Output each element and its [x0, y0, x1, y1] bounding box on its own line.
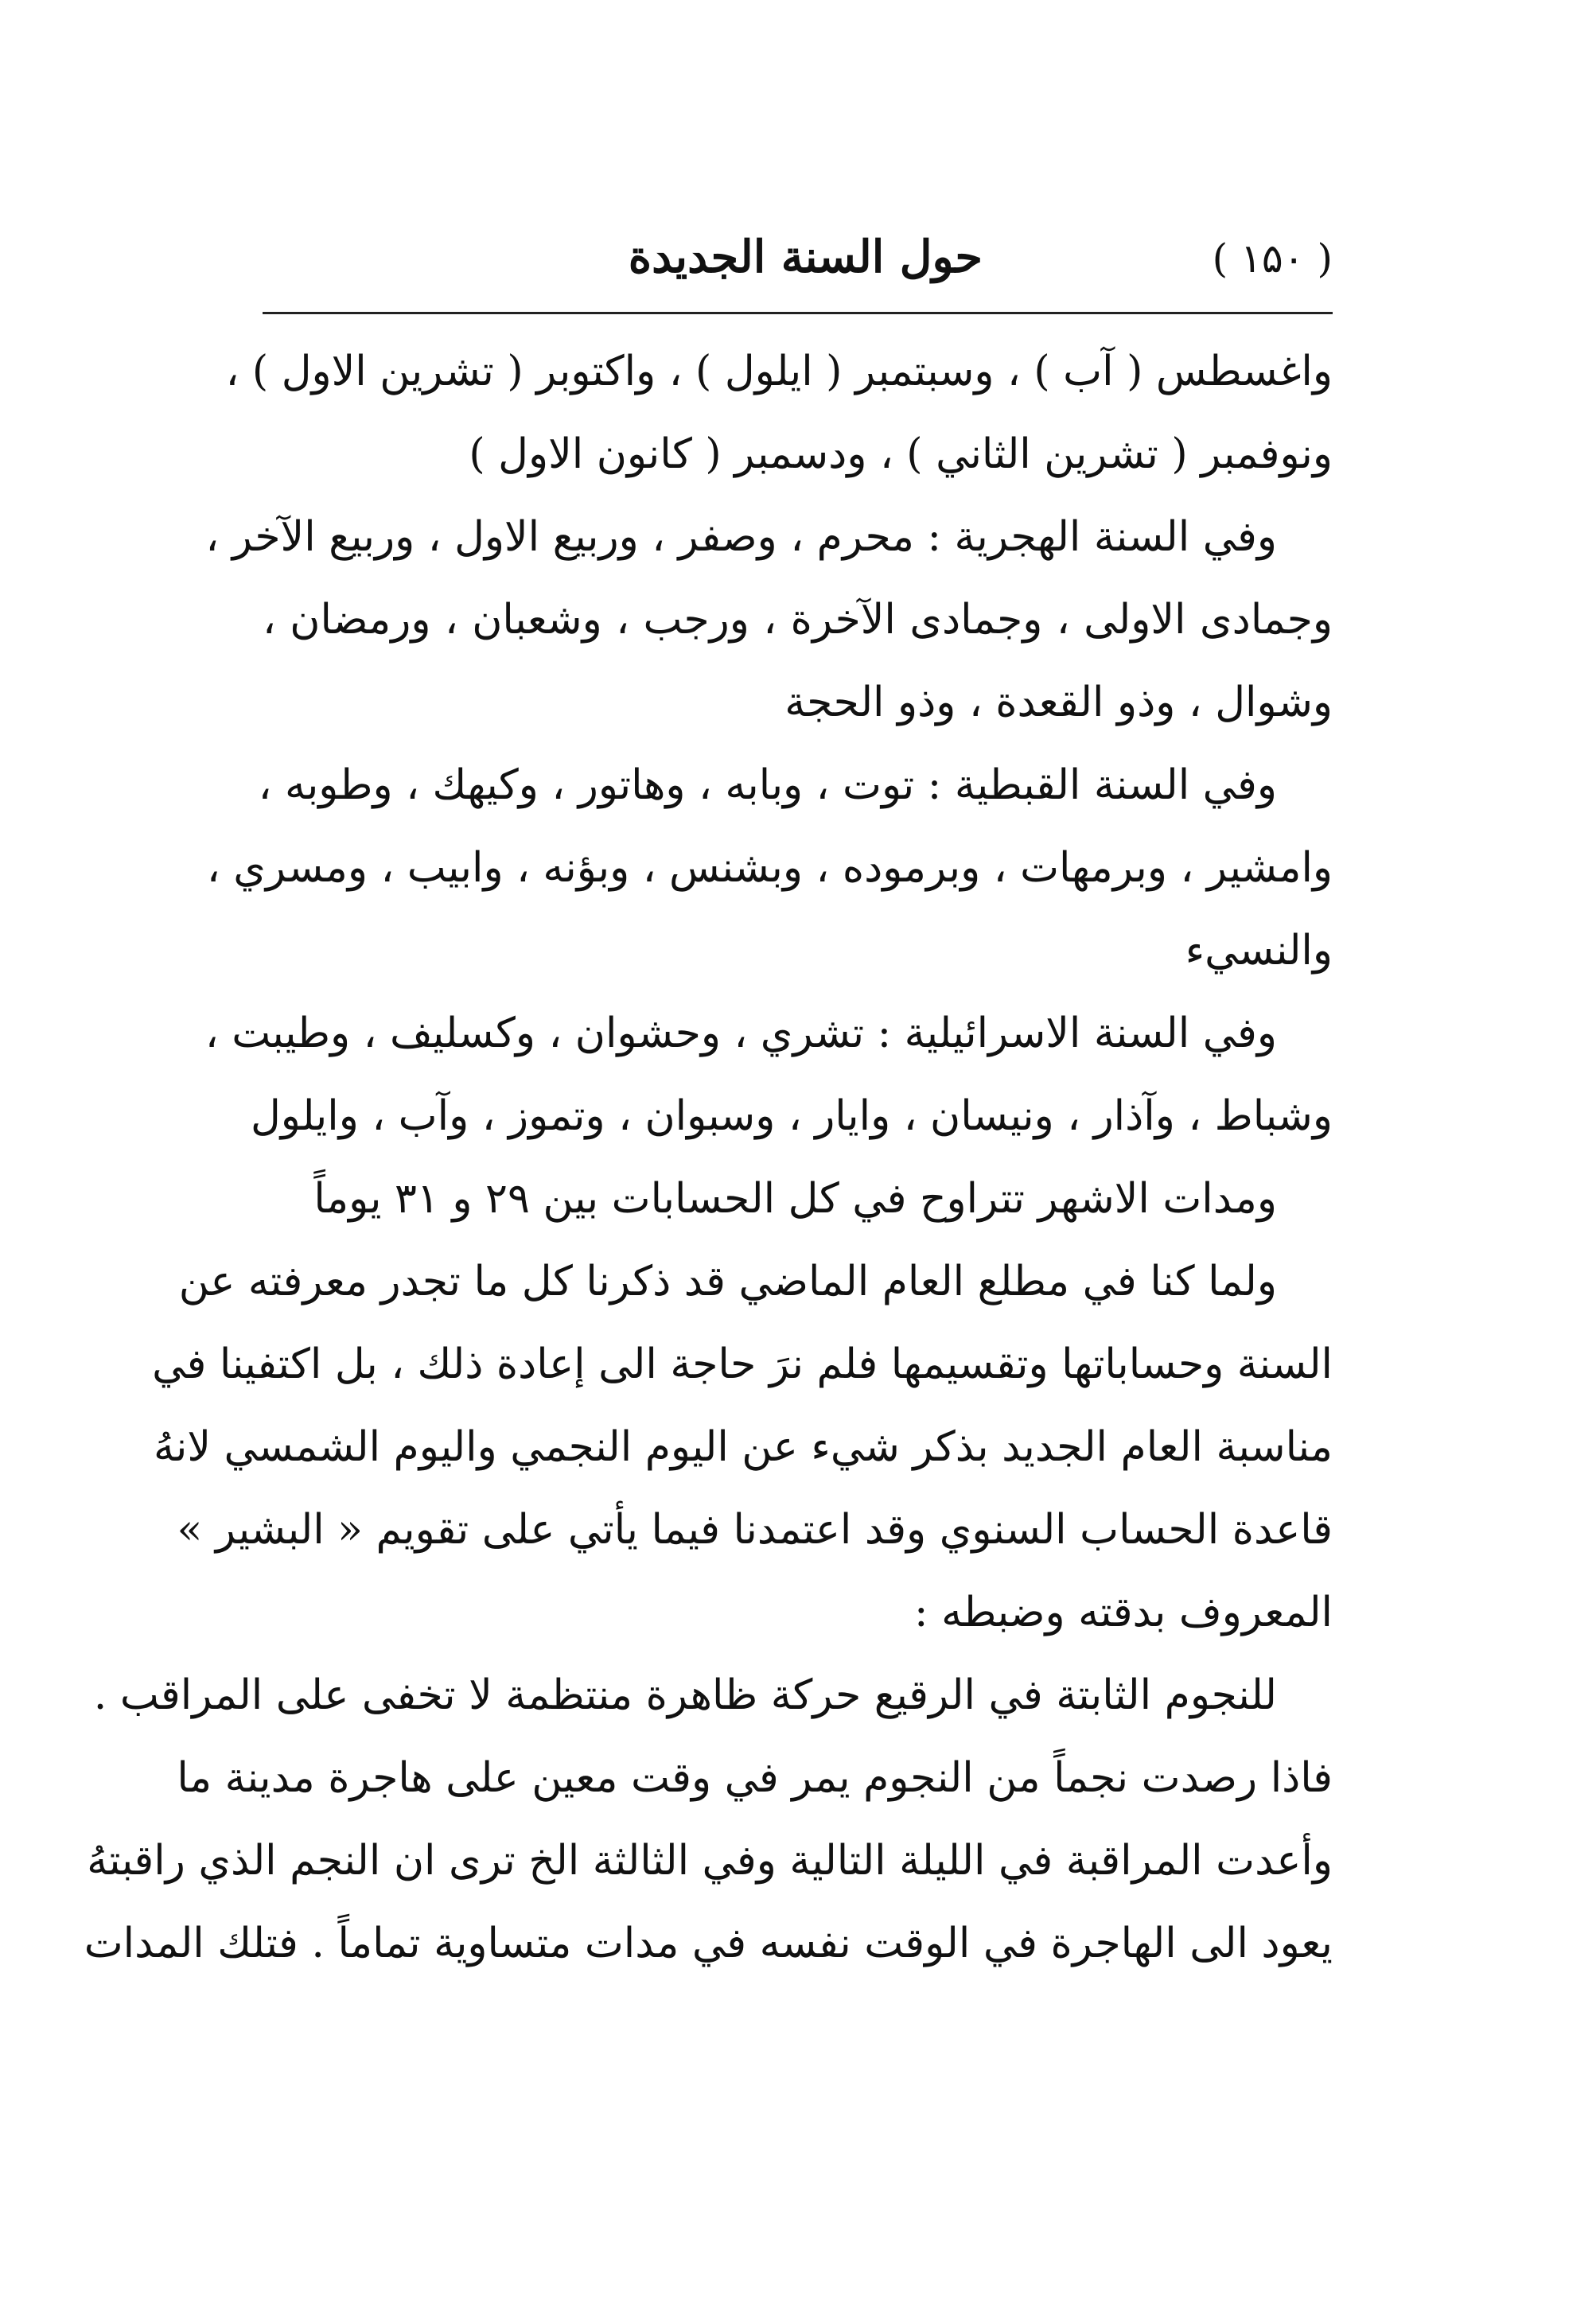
text-line: ولما كنا في مطلع العام الماضي قد ذكرنا كل ما تجدر معرفته عن	[178, 1258, 1277, 1305]
text-line: مناسبة العام الجديد بذكر شيء عن اليوم النجمي واليوم الشمسي لانهُ	[154, 1423, 1333, 1471]
text-line: وشوال ، وذو القعدة ، وذو الحجة	[784, 679, 1333, 726]
text-line: واغسطس ( آب ) ، وسبتمبر ( ايلول ) ، واكتوبر ( تشرين الاول ) ،	[225, 348, 1333, 395]
page-header	[263, 231, 1333, 304]
text-line: قاعدة الحساب السنوي وقد اعتمدنا فيما يأتي على تقويم « البشير »	[177, 1506, 1333, 1554]
page-number: ( ۱۵۰ )	[1212, 235, 1333, 282]
text-line: والنسيء	[1185, 927, 1333, 975]
text-line: فاذا رصدت نجماً من النجوم يمر في وقت معين على هاجرة مدينة ما	[177, 1754, 1333, 1802]
text-line: ومدات الاشهر تتراوح في كل الحسابات بين ۲۹ و ۳۱ يوماً	[313, 1175, 1277, 1223]
text-line: المعروف بدقته وضبطه :	[914, 1589, 1333, 1636]
text-line: وشباط ، وآذار ، ونيسان ، وايار ، وسبوان ، وتموز ، وآب ، وايلول	[250, 1092, 1333, 1140]
text-line: للنجوم الثابتة في الرقيع حركة ظاهرة منتظمة لا تخفى على المراقب .	[93, 1671, 1277, 1719]
text-line: ونوفمبر ( تشرين الثاني ) ، ودسمبر ( كانون الاول )	[469, 430, 1333, 478]
page-body	[84, 330, 1333, 1985]
text-line: وأعدت المراقبة في الليلة التالية وفي الثالثة الخ ترى ان النجم الذي راقبتهُ	[87, 1837, 1333, 1885]
text-line: السنة وحساباتها وتقسيمها فلم نرَ حاجة الى إعادة ذلك ، بل اكتفينا في	[152, 1340, 1333, 1388]
text-line: وفي السنة الاسرائيلية : تشري ، وحشوان ، وكسليف ، وطيبت ،	[204, 1010, 1277, 1057]
text-line: وامشير ، وبرمهات ، وبرموده ، وبشنس ، وبؤنه ، وابيب ، ومسري ،	[206, 844, 1333, 892]
text-line: وفي السنة الهجرية : محرم ، وصفر ، وربيع الاول ، وربيع الآخر ،	[205, 513, 1277, 561]
running-title: حول السنة الجديدة	[628, 231, 983, 283]
text-line: وفي السنة القبطية : توت ، وبابه ، وهاتور ، وكيهك ، وطوبه ،	[258, 761, 1277, 809]
header-rule	[263, 312, 1333, 314]
text-line: وجمادى الاولى ، وجمادى الآخرة ، ورجب ، وشعبان ، ورمضان ،	[263, 596, 1333, 644]
text-line: يعود الى الهاجرة في الوقت نفسه في مدات متساوية تماماً . فتلك المدات	[84, 1920, 1333, 1967]
